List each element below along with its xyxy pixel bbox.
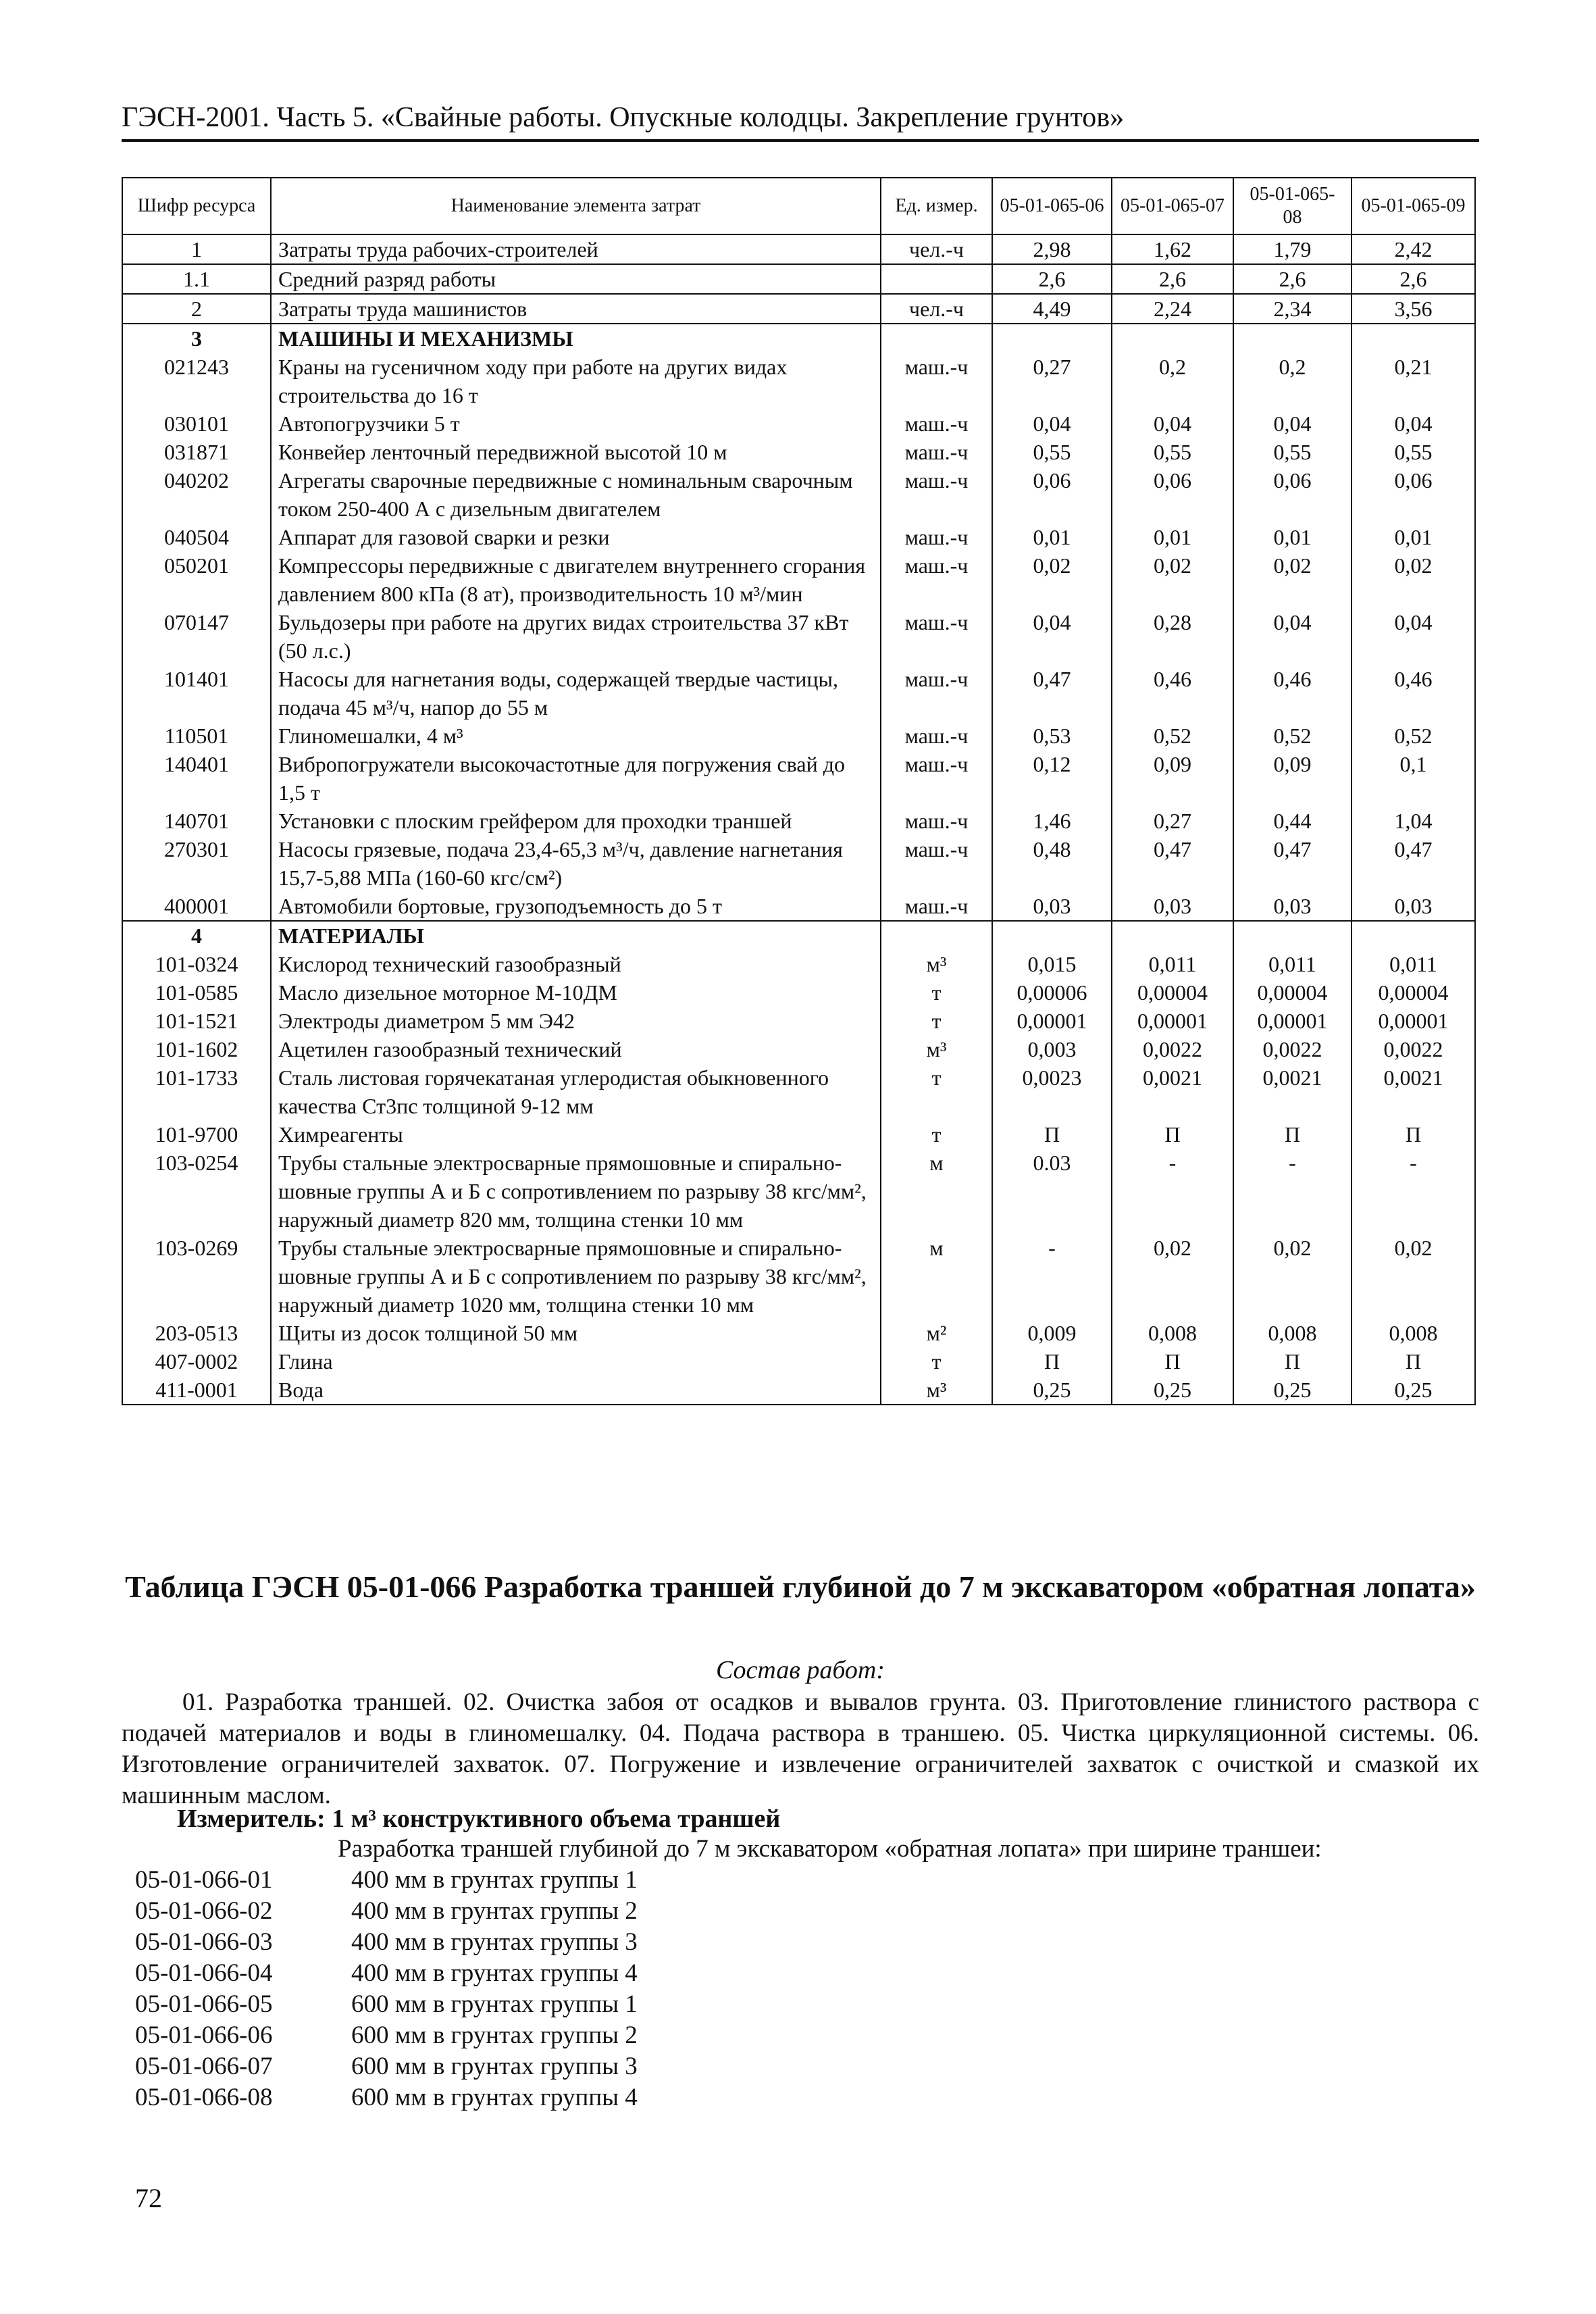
norm-code: 05-01-066-03 xyxy=(135,1928,273,1956)
resource-code-cell: 411-0001 xyxy=(122,1376,271,1405)
unit-cell: маш.-ч xyxy=(881,608,992,665)
norm-value-cell: 0,46 xyxy=(1352,665,1475,722)
norm-value-cell: 0,04 xyxy=(1352,608,1475,665)
header-norm-06: 05-01-065-06 xyxy=(992,178,1112,234)
resource-cost-table xyxy=(122,177,1476,1405)
cost-element-name-cell: Вода xyxy=(271,1376,881,1405)
unit-cell: маш.-ч xyxy=(881,353,992,409)
norm-value-cell: - xyxy=(1233,1149,1352,1234)
unit-cell: маш.-ч xyxy=(881,807,992,835)
norm-value-cell: П xyxy=(1233,1347,1352,1376)
unit-cell: т xyxy=(881,1347,992,1376)
table-row xyxy=(122,264,1475,294)
norm-value-cell: 0,0022 xyxy=(1352,1035,1475,1063)
table-row xyxy=(122,1007,1475,1035)
norm-code-description: 400 мм в грунтах группы 2 xyxy=(351,1897,638,1925)
header-norm-09: 05-01-065-09 xyxy=(1352,178,1475,234)
norm-value-cell: 0,06 xyxy=(992,466,1112,523)
norm-value-cell: 2,6 xyxy=(1233,264,1352,294)
norm-value-cell: 0,25 xyxy=(992,1376,1112,1405)
norm-code-item xyxy=(135,1927,638,1958)
norm-value-cell: - xyxy=(1112,1149,1233,1234)
norm-code-item xyxy=(135,2051,638,2082)
table-row xyxy=(122,892,1475,921)
norm-value-cell: 0,04 xyxy=(1352,409,1475,438)
norm-code-description: 600 мм в грунтах группы 4 xyxy=(351,2084,638,2111)
norm-value-cell: 0,00004 xyxy=(1233,978,1352,1007)
cost-element-name-cell: Глиномешалки, 4 м³ xyxy=(271,722,881,750)
table-row xyxy=(122,608,1475,665)
norm-value-cell: 0,55 xyxy=(1112,438,1233,466)
table-row xyxy=(122,750,1475,807)
unit-cell: маш.-ч xyxy=(881,466,992,523)
cost-element-name-cell: Затраты труда машинистов xyxy=(271,294,881,324)
norm-value-cell: 0,04 xyxy=(1233,409,1352,438)
norm-code-description: 600 мм в грунтах группы 1 xyxy=(351,1990,638,2018)
resource-code-cell: 400001 xyxy=(122,892,271,921)
norm-value-cell: 1,04 xyxy=(1352,807,1475,835)
resource-code-cell: 103-0254 xyxy=(122,1149,271,1234)
norm-value-cell: 0,011 xyxy=(1233,950,1352,978)
norm-value-cell: 2,6 xyxy=(992,264,1112,294)
norm-value-cell: 0,02 xyxy=(1112,551,1233,608)
section-row xyxy=(122,324,1475,353)
unit-cell: чел.-ч xyxy=(881,234,992,264)
cost-element-name-cell: Краны на гусеничном ходу при работе на других видах строительства до 16 т xyxy=(271,353,881,409)
norm-code-list xyxy=(135,1865,638,2113)
norm-value-cell xyxy=(992,921,1112,950)
unit-cell: т xyxy=(881,1063,992,1120)
norm-value-cell: 0,0022 xyxy=(1233,1035,1352,1063)
norm-code: 05-01-066-02 xyxy=(135,1897,273,1925)
unit-cell: м xyxy=(881,1149,992,1234)
unit-cell: маш.-ч xyxy=(881,665,992,722)
resource-code-cell: 140401 xyxy=(122,750,271,807)
norm-value-cell: 0,00001 xyxy=(1233,1007,1352,1035)
table-row xyxy=(122,466,1475,523)
norm-value-cell: 0,03 xyxy=(1233,892,1352,921)
norm-value-cell: 0,008 xyxy=(1112,1319,1233,1347)
norm-value-cell: 0,04 xyxy=(1233,608,1352,665)
norm-value-cell: 0,01 xyxy=(992,523,1112,551)
table-header xyxy=(122,178,1475,234)
cost-element-name-cell: Компрессоры передвижные с двигателем внутреннего сгорания давлением 800 кПа (8 ат), производительность 10 м³/мин xyxy=(271,551,881,608)
norm-value-cell: П xyxy=(992,1347,1112,1376)
unit-cell: маш.-ч xyxy=(881,750,992,807)
norm-value-cell: - xyxy=(1352,1149,1475,1234)
norm-value-cell: 0,2 xyxy=(1233,353,1352,409)
resource-code-cell: 021243 xyxy=(122,353,271,409)
norm-value-cell: 0,12 xyxy=(992,750,1112,807)
resource-code-cell: 407-0002 xyxy=(122,1347,271,1376)
cost-element-name-cell: Вибропогружатели высокочастотные для погружения свай до 1,5 т xyxy=(271,750,881,807)
norm-value-cell: 0,003 xyxy=(992,1035,1112,1063)
norm-value-cell: 1,79 xyxy=(1233,234,1352,264)
norm-value-cell: 0,44 xyxy=(1233,807,1352,835)
norm-value-cell: 0,00001 xyxy=(1352,1007,1475,1035)
resource-code-cell: 101401 xyxy=(122,665,271,722)
cost-element-name-cell: Глина xyxy=(271,1347,881,1376)
norm-code: 05-01-066-05 xyxy=(135,1990,273,2018)
norm-value-cell: 0,52 xyxy=(1112,722,1233,750)
norm-code-item xyxy=(135,1989,638,2020)
norm-value-cell: 0,011 xyxy=(1112,950,1233,978)
norm-value-cell: 0,47 xyxy=(1112,835,1233,892)
cost-element-name-cell: Насосы для нагнетания воды, содержащей твердые частицы, подача 45 м³/ч, напор до 55 м xyxy=(271,665,881,722)
norm-value-cell: 0,02 xyxy=(1233,1234,1352,1319)
resource-code-cell: 4 xyxy=(122,921,271,950)
table-row xyxy=(122,722,1475,750)
norm-value-cell: 2,98 xyxy=(992,234,1112,264)
cost-element-name-cell: Химреагенты xyxy=(271,1120,881,1149)
norm-code-item xyxy=(135,2020,638,2051)
norm-value-cell xyxy=(992,324,1112,353)
norm-value-cell: 0,03 xyxy=(1352,892,1475,921)
resource-code-cell: 101-1521 xyxy=(122,1007,271,1035)
unit-cell: м³ xyxy=(881,1035,992,1063)
norm-code-item xyxy=(135,1865,638,1896)
norm-value-cell: 0,27 xyxy=(1112,807,1233,835)
norm-value-cell: 0,02 xyxy=(1112,1234,1233,1319)
norm-value-cell: П xyxy=(1233,1120,1352,1149)
norm-value-cell: 0,46 xyxy=(1233,665,1352,722)
norm-value-cell: 0,55 xyxy=(1233,438,1352,466)
norm-value-cell: 0,53 xyxy=(992,722,1112,750)
resource-code-cell: 1 xyxy=(122,234,271,264)
norm-value-cell xyxy=(1233,324,1352,353)
norm-code-item xyxy=(135,1958,638,1989)
norm-value-cell: П xyxy=(1352,1120,1475,1149)
cost-element-name-cell: Насосы грязевые, подача 23,4-65,3 м³/ч, давление нагнетания 15,7-5,88 МПа (160-60 кгс/см²) xyxy=(271,835,881,892)
unit-cell: м xyxy=(881,1234,992,1319)
header-cost-element-name: Наименование элемента затрат xyxy=(271,178,881,234)
norm-value-cell: 1,62 xyxy=(1112,234,1233,264)
unit-cell: т xyxy=(881,1007,992,1035)
resource-code-cell: 031871 xyxy=(122,438,271,466)
norm-value-cell xyxy=(1112,324,1233,353)
norm-value-cell: П xyxy=(1112,1347,1233,1376)
norm-code: 05-01-066-04 xyxy=(135,1959,273,1987)
table-row xyxy=(122,1376,1475,1405)
resource-code-cell: 101-0585 xyxy=(122,978,271,1007)
cost-element-name-cell: Трубы стальные электросварные прямошовные и спирально-шовные группы А и Б с сопротивлением по разрыву 38 кгс/мм², наружный диаметр 1020 мм, толщина стенки 10 мм xyxy=(271,1234,881,1319)
unit-cell: м³ xyxy=(881,950,992,978)
table-row xyxy=(122,1234,1475,1319)
norm-value-cell: 0,04 xyxy=(992,608,1112,665)
norm-value-cell: 0,25 xyxy=(1352,1376,1475,1405)
norm-value-cell: 0,06 xyxy=(1233,466,1352,523)
norm-value-cell: 0,28 xyxy=(1112,608,1233,665)
norm-value-cell: 0,04 xyxy=(992,409,1112,438)
table-row xyxy=(122,1149,1475,1234)
page-number: 72 xyxy=(135,2183,162,2213)
table-row xyxy=(122,523,1475,551)
norm-value-cell: 0,0021 xyxy=(1112,1063,1233,1120)
norm-value-cell: 2,24 xyxy=(1112,294,1233,324)
header-resource-code: Шифр ресурса xyxy=(122,178,271,234)
norm-value-cell: П xyxy=(992,1120,1112,1149)
norm-code-item xyxy=(135,1896,638,1927)
unit-cell: маш.-ч xyxy=(881,438,992,466)
norm-value-cell: 1,46 xyxy=(992,807,1112,835)
norm-value-cell: П xyxy=(1112,1120,1233,1149)
norm-value-cell: 0,06 xyxy=(1352,466,1475,523)
norm-value-cell: 0,00006 xyxy=(992,978,1112,1007)
norm-value-cell: 0,55 xyxy=(992,438,1112,466)
cost-element-name-cell: Кислород технический газообразный xyxy=(271,950,881,978)
norm-value-cell: 0,48 xyxy=(992,835,1112,892)
resource-code-cell: 101-0324 xyxy=(122,950,271,978)
norm-code-description: 400 мм в грунтах группы 4 xyxy=(351,1959,638,1987)
norm-code: 05-01-066-08 xyxy=(135,2084,273,2111)
measure-unit-line: Измеритель: 1 м³ конструктивного объема траншей xyxy=(177,1805,781,1833)
norm-value-cell: - xyxy=(992,1234,1112,1319)
unit-cell: маш.-ч xyxy=(881,523,992,551)
table-row xyxy=(122,1035,1475,1063)
norm-code-item xyxy=(135,2082,638,2113)
norm-value-cell: 0,008 xyxy=(1352,1319,1475,1347)
cost-element-name-cell: Конвейер ленточный передвижной высотой 10 м xyxy=(271,438,881,466)
norm-value-cell: 0,27 xyxy=(992,353,1112,409)
header-unit: Ед. измер. xyxy=(881,178,992,234)
norm-value-cell xyxy=(1352,921,1475,950)
norm-code-description: 600 мм в грунтах группы 3 xyxy=(351,2053,638,2080)
norm-value-cell: 0,009 xyxy=(992,1319,1112,1347)
unit-cell: маш.-ч xyxy=(881,551,992,608)
norm-value-cell: 0,00001 xyxy=(1112,1007,1233,1035)
norm-code: 05-01-066-06 xyxy=(135,2021,273,2049)
norm-value-cell: 0,015 xyxy=(992,950,1112,978)
table-row xyxy=(122,978,1475,1007)
norm-value-cell: 0,47 xyxy=(1233,835,1352,892)
norm-value-cell xyxy=(1112,921,1233,950)
norm-value-cell: 0,03 xyxy=(992,892,1112,921)
resource-code-cell: 070147 xyxy=(122,608,271,665)
norm-value-cell: 0,011 xyxy=(1352,950,1475,978)
norm-value-cell xyxy=(1352,324,1475,353)
norm-value-cell: 0,25 xyxy=(1112,1376,1233,1405)
norm-value-cell: 0,55 xyxy=(1352,438,1475,466)
unit-cell: маш.-ч xyxy=(881,722,992,750)
cost-element-name-cell: Масло дизельное моторное М-10ДМ xyxy=(271,978,881,1007)
unit-cell: маш.-ч xyxy=(881,409,992,438)
table-row xyxy=(122,551,1475,608)
cost-element-name-cell: МАТЕРИАЛЫ xyxy=(271,921,881,950)
table-066-title: Таблица ГЭСН 05-01-066 Разработка траншей глубиной до 7 м экскаватором «обратная лопата» xyxy=(125,1569,1476,1604)
unit-cell: маш.-ч xyxy=(881,835,992,892)
norm-value-cell: 0,09 xyxy=(1233,750,1352,807)
header-norm-08: 05-01-065-08 xyxy=(1233,178,1352,234)
cost-element-name-cell: Затраты труда рабочих-строителей xyxy=(271,234,881,264)
norm-value-cell: 0.03 xyxy=(992,1149,1112,1234)
unit-cell: маш.-ч xyxy=(881,892,992,921)
cost-element-name-cell: Трубы стальные электросварные прямошовные и спирально-шовные группы А и Б с сопротивлением по разрыву 38 кгс/мм², наружный диаметр 820 мм, толщина стенки 10 мм xyxy=(271,1149,881,1234)
cost-element-name-cell: Бульдозеры при работе на других видах строительства 37 кВт (50 л.с.) xyxy=(271,608,881,665)
table-row xyxy=(122,438,1475,466)
norm-value-cell: 0,47 xyxy=(1352,835,1475,892)
norm-code: 05-01-066-01 xyxy=(135,1866,273,1894)
norm-value-cell: 0,06 xyxy=(1112,466,1233,523)
cost-element-name-cell: Автомобили бортовые, грузоподъемность до 5 т xyxy=(271,892,881,921)
norm-code-description: 400 мм в грунтах группы 1 xyxy=(351,1866,638,1894)
table-row xyxy=(122,234,1475,264)
norm-value-cell: 0,46 xyxy=(1112,665,1233,722)
norm-value-cell: 0,52 xyxy=(1233,722,1352,750)
cost-element-name-cell: Автопогрузчики 5 т xyxy=(271,409,881,438)
norm-value-cell: 0,0023 xyxy=(992,1063,1112,1120)
cost-element-name-cell: Средний разряд работы xyxy=(271,264,881,294)
unit-cell xyxy=(881,324,992,353)
table-row xyxy=(122,1120,1475,1149)
table-row xyxy=(122,1347,1475,1376)
resource-code-cell: 1.1 xyxy=(122,264,271,294)
norm-value-cell: 4,49 xyxy=(992,294,1112,324)
resource-code-cell: 040504 xyxy=(122,523,271,551)
cost-element-name-cell: Электроды диаметром 5 мм Э42 xyxy=(271,1007,881,1035)
table-row xyxy=(122,950,1475,978)
cost-element-name-cell: Аппарат для газовой сварки и резки xyxy=(271,523,881,551)
table-row xyxy=(122,665,1475,722)
table-row xyxy=(122,835,1475,892)
norm-value-cell: 0,47 xyxy=(992,665,1112,722)
unit-cell: м² xyxy=(881,1319,992,1347)
norm-value-cell: 0,09 xyxy=(1112,750,1233,807)
norm-value-cell: 0,04 xyxy=(1112,409,1233,438)
norm-value-cell: 2,6 xyxy=(1352,264,1475,294)
norm-code: 05-01-066-07 xyxy=(135,2053,273,2080)
norm-value-cell: П xyxy=(1352,1347,1475,1376)
section-row xyxy=(122,921,1475,950)
resource-code-cell: 101-1602 xyxy=(122,1035,271,1063)
norm-value-cell: 0,52 xyxy=(1352,722,1475,750)
running-header: ГЭСН-2001. Часть 5. «Свайные работы. Опускные колодцы. Закрепление грунтов» xyxy=(122,101,1479,142)
table-row xyxy=(122,807,1475,835)
resource-code-cell: 140701 xyxy=(122,807,271,835)
work-composition-text: 01. Разработка траншей. 02. Очистка забоя от осадков и вывалов грунта. 03. Приготовление глинистого раствора с подачей материалов и воды в глиномешалку. 04. Подача раствора в траншею. 05. Чистка циркуляционной системы. 06. Изготовление ограничителей захваток. 07. Погружение и извлечение ограничителей захваток с очисткой и смазкой их машинным маслом. xyxy=(122,1688,1479,1809)
resource-code-cell: 3 xyxy=(122,324,271,353)
norm-value-cell: 0,01 xyxy=(1112,523,1233,551)
table-body xyxy=(122,234,1475,1405)
table-row xyxy=(122,1319,1475,1347)
norm-value-cell: 0,00004 xyxy=(1352,978,1475,1007)
unit-cell: м³ xyxy=(881,1376,992,1405)
resource-code-cell: 101-1733 xyxy=(122,1063,271,1120)
norm-value-cell: 3,56 xyxy=(1352,294,1475,324)
variant-description: Разработка траншей глубиной до 7 м экскаватором «обратная лопата» при ширине траншеи: xyxy=(338,1835,1322,1863)
norm-value-cell: 0,02 xyxy=(1233,551,1352,608)
norm-value-cell: 2,6 xyxy=(1112,264,1233,294)
norm-value-cell: 0,00001 xyxy=(992,1007,1112,1035)
table-row xyxy=(122,294,1475,324)
norm-value-cell: 0,25 xyxy=(1233,1376,1352,1405)
cost-element-name-cell: МАШИНЫ И МЕХАНИЗМЫ xyxy=(271,324,881,353)
resource-code-cell: 050201 xyxy=(122,551,271,608)
resource-code-cell: 103-0269 xyxy=(122,1234,271,1319)
norm-value-cell: 0,008 xyxy=(1233,1319,1352,1347)
header-norm-07: 05-01-065-07 xyxy=(1112,178,1233,234)
norm-value-cell: 0,2 xyxy=(1112,353,1233,409)
norm-code-description: 400 мм в грунтах группы 3 xyxy=(351,1928,638,1956)
table-row xyxy=(122,1063,1475,1120)
cost-element-name-cell: Ацетилен газообразный технический xyxy=(271,1035,881,1063)
norm-value-cell: 0,02 xyxy=(1352,1234,1475,1319)
resource-code-cell: 030101 xyxy=(122,409,271,438)
norm-value-cell: 0,21 xyxy=(1352,353,1475,409)
table-row xyxy=(122,409,1475,438)
unit-cell xyxy=(881,921,992,950)
unit-cell: т xyxy=(881,978,992,1007)
norm-value-cell: 0,03 xyxy=(1112,892,1233,921)
resource-code-cell: 270301 xyxy=(122,835,271,892)
norm-value-cell: 0,1 xyxy=(1352,750,1475,807)
norm-value-cell: 2,42 xyxy=(1352,234,1475,264)
unit-cell: чел.-ч xyxy=(881,294,992,324)
resource-code-cell: 203-0513 xyxy=(122,1319,271,1347)
resource-code-cell: 2 xyxy=(122,294,271,324)
norm-value-cell: 0,02 xyxy=(992,551,1112,608)
norm-value-cell: 0,00004 xyxy=(1112,978,1233,1007)
norm-value-cell: 0,0022 xyxy=(1112,1035,1233,1063)
norm-value-cell: 0,0021 xyxy=(1233,1063,1352,1120)
resource-code-cell: 040202 xyxy=(122,466,271,523)
cost-element-name-cell: Установки с плоским грейфером для проходки траншей xyxy=(271,807,881,835)
norm-value-cell: 0,01 xyxy=(1352,523,1475,551)
unit-cell: т xyxy=(881,1120,992,1149)
norm-value-cell: 0,01 xyxy=(1233,523,1352,551)
resource-code-cell: 110501 xyxy=(122,722,271,750)
cost-element-name-cell: Агрегаты сварочные передвижные с номинальным сварочным током 250-400 А с дизельным двигателем xyxy=(271,466,881,523)
unit-cell xyxy=(881,264,992,294)
norm-code-description: 600 мм в грунтах группы 2 xyxy=(351,2021,638,2049)
norm-value-cell: 0,0021 xyxy=(1352,1063,1475,1120)
norm-value-cell: 2,34 xyxy=(1233,294,1352,324)
norm-value-cell: 0,02 xyxy=(1352,551,1475,608)
work-composition-caption: Состав работ: xyxy=(715,1656,885,1684)
resource-code-cell: 101-9700 xyxy=(122,1120,271,1149)
cost-element-name-cell: Сталь листовая горячекатаная углеродистая обыкновенного качества Ст3пс толщиной 9-12 мм xyxy=(271,1063,881,1120)
norm-value-cell xyxy=(1233,921,1352,950)
table-row xyxy=(122,353,1475,409)
cost-element-name-cell: Щиты из досок толщиной 50 мм xyxy=(271,1319,881,1347)
